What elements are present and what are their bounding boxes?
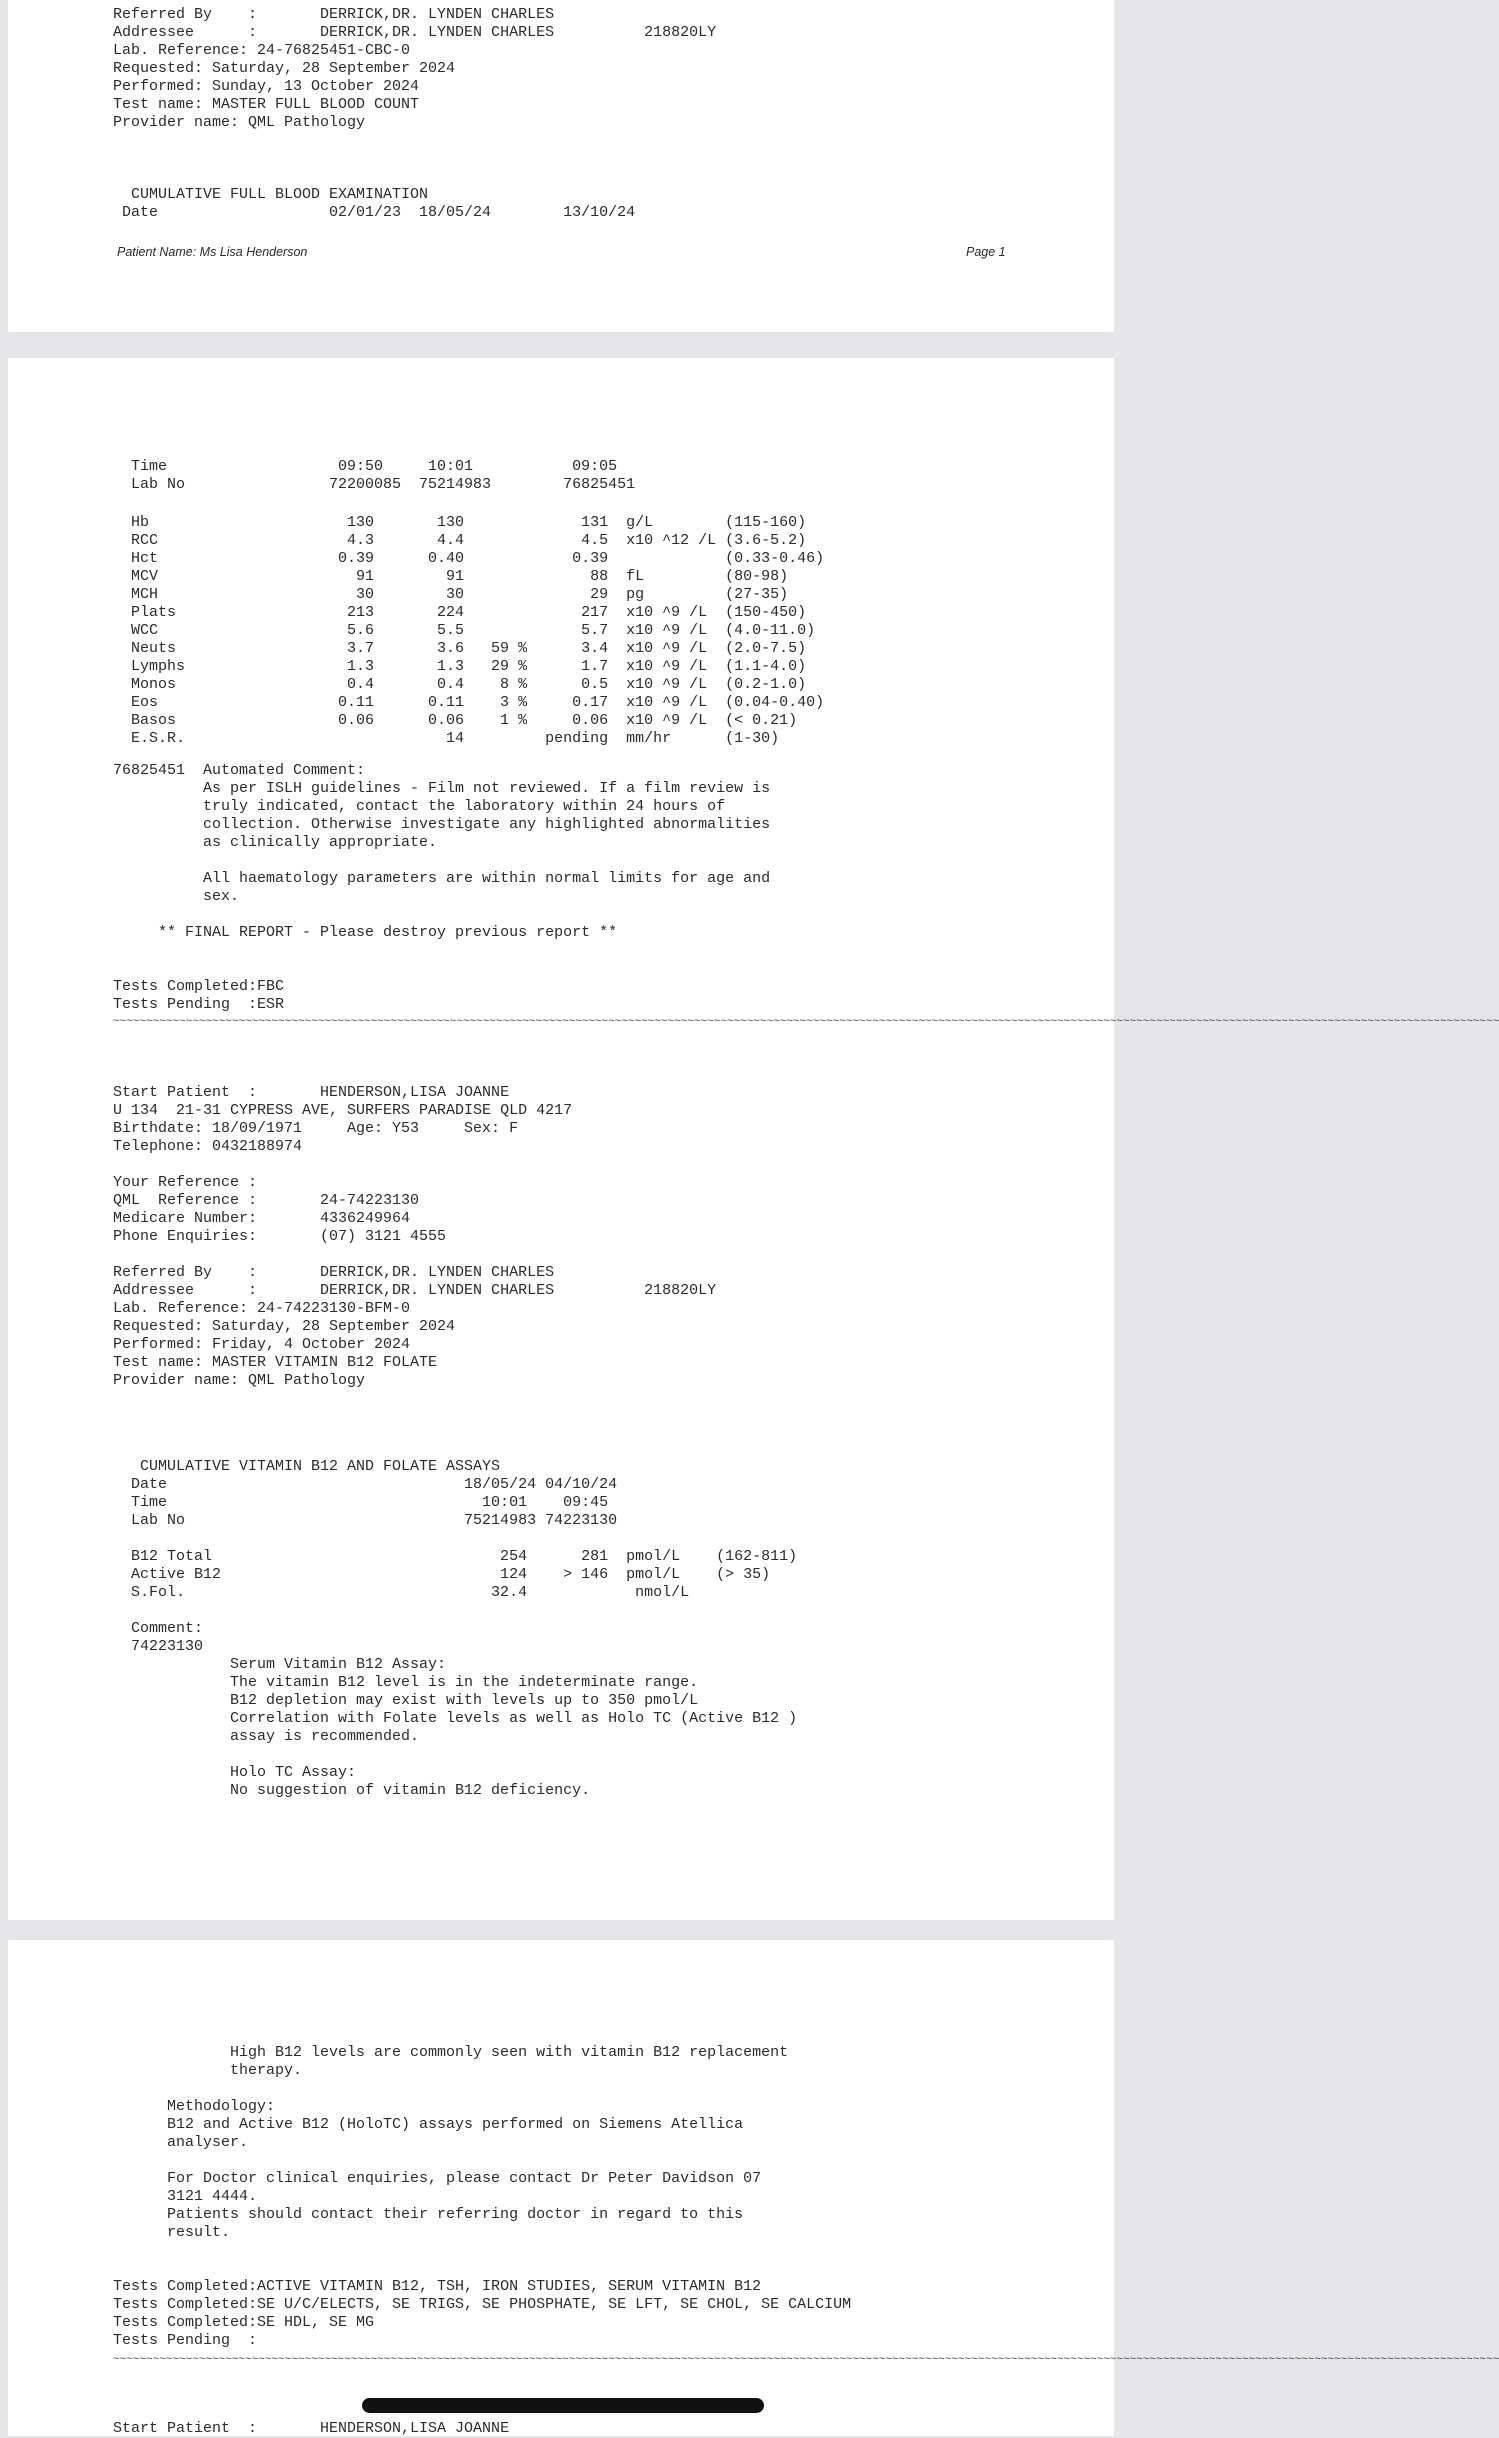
patient-line: Lab. Reference: 24-74223130-BFM-0 [113,1300,411,1317]
home-indicator[interactable] [362,2398,764,2413]
b12-line: Time 10:01 09:45 [122,1494,609,1511]
text-line: 3121 4444. [122,2188,258,2205]
table-row: Lymphs 1.3 1.3 29 % 1.7 x10 ^9 /L (1.1-4.0) [122,658,807,675]
header-line: Performed: Sunday, 13 October 2024 [113,78,420,95]
patient-line: Requested: Saturday, 28 September 2024 [113,1318,456,1335]
page-number: Page 1 [966,245,1006,259]
tests-completed: Tests Completed:SE U/C/ELECTS, SE TRIGS, SE PHOSPHATE, SE LFT, SE CHOL, SE CALCIUM [113,2296,852,2313]
text-line: B12 and Active B12 (HoloTC) assays performed on Siemens Atellica [122,2116,744,2133]
comment-line: All haematology parameters are within normal limits for age and [113,870,771,887]
text-line: For Doctor clinical enquiries, please contact Dr Peter Davidson 07 [122,2170,762,2187]
report-page-3 [8,1940,1499,2437]
table-row: Eos 0.11 0.11 3 % 0.17 x10 ^9 /L (0.04-0.40) [122,694,825,711]
b12-line: Active B12 124 > 146 pmol/L (> 35) [122,1566,771,1583]
header-line: Addressee : DERRICK,DR. LYNDEN CHARLES 218820LY [113,24,717,41]
date-row: Date 02/01/23 18/05/24 13/10/24 [113,204,636,221]
header-line: Requested: Saturday, 28 September 2024 [113,60,456,77]
patient-line: Medicare Number: 4336249964 [113,1210,411,1227]
table-row: WCC 5.6 5.5 5.7 x10 ^9 /L (4.0-11.0) [122,622,816,639]
patient-line: U 134 21-31 CYPRESS AVE, SURFERS PARADISE QLD 4217 [113,1102,573,1119]
comment-line: as clinically appropriate. [113,834,438,851]
cumulative-title: CUMULATIVE FULL BLOOD EXAMINATION [113,186,429,203]
final-report-notice: ** FINAL REPORT - Please destroy previous report ** [113,924,618,941]
text-line: analyser. [122,2134,249,2151]
patient-line: Start Patient : HENDERSON,LISA JOANNE [113,1084,510,1101]
header-line: Provider name: QML Pathology [113,114,366,131]
header-line: Lab. Reference: 24-76825451-CBC-0 [113,42,411,59]
tests-completed: Tests Completed:ACTIVE VITAMIN B12, TSH, IRON STUDIES, SERUM VITAMIN B12 [113,2278,762,2295]
b12-line: Comment: [122,1620,204,1637]
comment-line: collection. Otherwise investigate any highlighted abnormalities [113,816,771,833]
patient-line: Telephone: 0432188974 [113,1138,303,1155]
patient-line: Referred By : DERRICK,DR. LYNDEN CHARLES [113,1264,555,1281]
b12-line: Correlation with Folate levels as well as Holo TC (Active B12 ) [122,1710,798,1727]
table-row: Neuts 3.7 3.6 59 % 3.4 x10 ^9 /L (2.0-7.5) [122,640,807,657]
time-row: Time 09:50 10:01 09:05 [122,458,618,475]
b12-line: Holo TC Assay: [122,1764,357,1781]
report-page-1 [8,0,1114,332]
tests-completed: Tests Completed:FBC [113,978,285,995]
b12-line: assay is recommended. [122,1728,420,1745]
separator-rule: ~~~~~~~~~~~~~~~~~~~~~~~~~~~~~~~~~~~~~~~~~~~~~~~~~~~~~~~~~~~~~~~~~~~~~~~~~~~~~~~~~~~~~~~~~~~~~~~~~~~~~~~~~~~~~~~~~~~~~~~~~~~~~~~~~~~~~~~~~~~~~~~~~~~~~~~~~~~~~~~~~~~~~~~~~~~~~~~~~~~~~~~~~~~~~~~~~~~~~~~~~~~~~~~~~~ [113,1016,1499,1028]
text-line: therapy. [122,2062,303,2079]
separator-rule: ~~~~~~~~~~~~~~~~~~~~~~~~~~~~~~~~~~~~~~~~~~~~~~~~~~~~~~~~~~~~~~~~~~~~~~~~~~~~~~~~~~~~~~~~~~~~~~~~~~~~~~~~~~~~~~~~~~~~~~~~~~~~~~~~~~~~~~~~~~~~~~~~~~~~~~~~~~~~~~~~~~~~~~~~~~~~~~~~~~~~~~~~~~~~~~~~~~~~~~~~~~~~~~~~~~ [113,2354,1499,2366]
text-line: result. [122,2224,231,2241]
table-row: Hct 0.39 0.40 0.39 (0.33-0.46) [122,550,825,567]
b12-line: The vitamin B12 level is in the indeterminate range. [122,1674,699,1691]
header-line: Test name: MASTER FULL BLOOD COUNT [113,96,420,113]
text-line: High B12 levels are commonly seen with vitamin B12 replacement [122,2044,789,2061]
patient-line: Your Reference : [113,1174,258,1191]
b12-line: No suggestion of vitamin B12 deficiency. [122,1782,591,1799]
b12-line: B12 depletion may exist with levels up to 350 pmol/L [122,1692,699,1709]
table-row: E.S.R. 14 pending mm/hr (1-30) [122,730,780,747]
text-line: Patients should contact their referring doctor in regard to this [122,2206,744,2223]
patient-line: Test name: MASTER VITAMIN B12 FOLATE [113,1354,438,1371]
patient-line: QML Reference : 24-74223130 [113,1192,420,1209]
tests-completed: Tests Completed:SE HDL, SE MG [113,2314,375,2331]
comment-line: As per ISLH guidelines - Film not reviewed. If a film review is [113,780,771,797]
patient-line: Provider name: QML Pathology [113,1372,366,1389]
b12-line: S.Fol. 32.4 nmol/L [122,1584,690,1601]
report-page-2 [8,358,1499,1920]
comment-line: sex. [113,888,240,905]
b12-line: 74223130 [122,1638,204,1655]
table-row: RCC 4.3 4.4 4.5 x10 ^12 /L (3.6-5.2) [122,532,807,549]
b12-line: Date 18/05/24 04/10/24 [122,1476,618,1493]
b12-line: Serum Vitamin B12 Assay: [122,1656,447,1673]
text-line: Methodology: [122,2098,276,2115]
header-line: Referred By : DERRICK,DR. LYNDEN CHARLES [113,6,555,23]
labno-row: Lab No 72200085 75214983 76825451 [122,476,636,493]
table-row: Basos 0.06 0.06 1 % 0.06 x10 ^9 /L (< 0.21) [122,712,798,729]
table-row: Monos 0.4 0.4 8 % 0.5 x10 ^9 /L (0.2-1.0) [122,676,807,693]
b12-line: Lab No 75214983 74223130 [122,1512,618,1529]
b12-line: B12 Total 254 281 pmol/L (162-811) [122,1548,798,1565]
table-row: Plats 213 224 217 x10 ^9 /L (150-450) [122,604,807,621]
table-row: MCH 30 30 29 pg (27-35) [122,586,789,603]
comment-line: 76825451 Automated Comment: [113,762,366,779]
b12-line: CUMULATIVE VITAMIN B12 AND FOLATE ASSAYS [122,1458,501,1475]
comment-line: truly indicated, contact the laboratory within 24 hours of [113,798,726,815]
table-row: Hb 130 130 131 g/L (115-160) [122,514,807,531]
patient-line: Performed: Friday, 4 October 2024 [113,1336,411,1353]
tests-pending: Tests Pending : [113,2332,258,2349]
table-row: MCV 91 91 88 fL (80-98) [122,568,789,585]
patient-line: Phone Enquiries: (07) 3121 4555 [113,1228,447,1245]
start-patient-line: Start Patient : HENDERSON,LISA JOANNE [113,2420,510,2437]
tests-pending: Tests Pending :ESR [113,996,285,1013]
patient-line: Addressee : DERRICK,DR. LYNDEN CHARLES 218820LY [113,1282,717,1299]
patient-line: Birthdate: 18/09/1971 Age: Y53 Sex: F [113,1120,519,1137]
patient-name-footer: Patient Name: Ms Lisa Henderson [117,245,308,259]
